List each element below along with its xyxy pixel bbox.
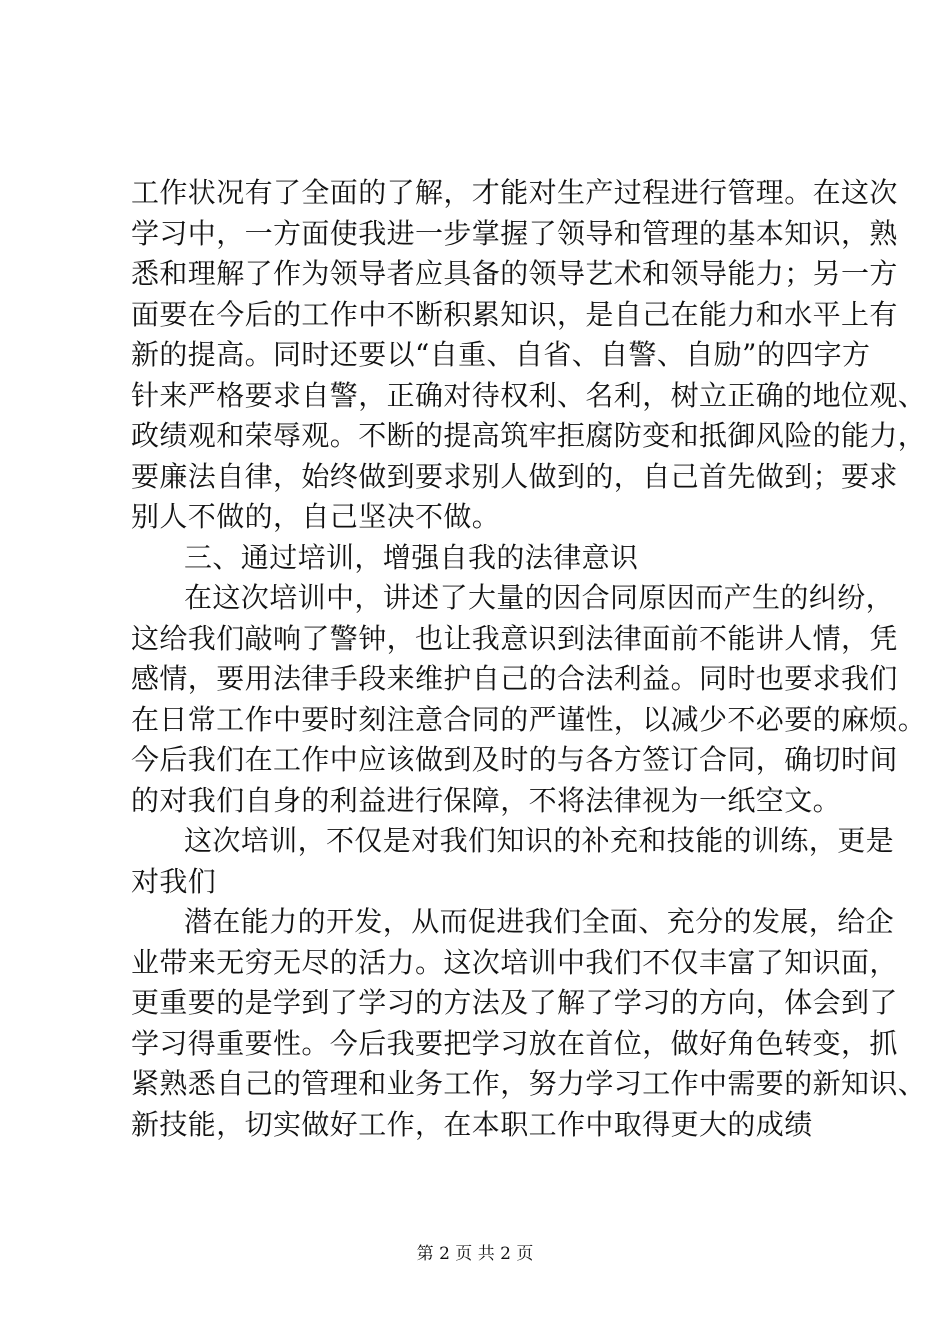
text-line: 感情，要用法律手段来维护自己的合法利益。同时也要求我们 bbox=[131, 662, 898, 695]
text-line: 在日常工作中要时刻注意合同的严谨性，以减少不必要的麻烦。 bbox=[131, 702, 927, 736]
text-line: 这次培训，不仅是对我们知识的补充和技能的训练，更是 bbox=[184, 824, 895, 857]
text-line: 工作状况有了全面的了解，才能对生产过程进行管理。在这次 bbox=[131, 176, 898, 209]
text-line: 在这次培训中，讲述了大量的因合同原因而产生的纠纷， bbox=[184, 581, 895, 614]
text-line: 悉和理解了作为领导者应具备的领导艺术和领导能力；另一方 bbox=[131, 257, 898, 290]
text-line: 别人不做的，自己坚决不做。 bbox=[131, 500, 501, 533]
text-line: 面要在今后的工作中不断积累知识，是自己在能力和水平上有 bbox=[131, 297, 898, 331]
text-line: 潜在能力的开发，从而促进我们全面、充分的发展，给企 bbox=[184, 905, 895, 938]
text-line: 对我们 bbox=[131, 864, 217, 898]
text-line: 今后我们在工作中应该做到及时的与各方签订合同，确切时间 bbox=[131, 743, 898, 776]
text-line: 新的提高。同时还要以“自重、自省、自警、自励”的四字方 bbox=[131, 338, 871, 371]
text-line: 政绩观和荣辱观。不断的提高筑牢拒腐防变和抵御风险的能力， bbox=[131, 419, 927, 452]
text-line: 这给我们敲响了警钟，也让我意识到法律面前不能讲人情，凭 bbox=[131, 621, 898, 655]
text-line: 业带来无穷无尽的活力。这次培训中我们不仅丰富了知识面， bbox=[131, 945, 898, 979]
text-line: 更重要的是学到了学习的方法及了解了学习的方向，体会到了 bbox=[131, 986, 898, 1019]
page-number-footer: 第 2 页 共 2 页 bbox=[416, 1244, 534, 1264]
text-line: 新技能，切实做好工作，在本职工作中取得更大的成绩 bbox=[131, 1107, 813, 1141]
text-line: 学习中，一方面使我进一步掌握了领导和管理的基本知识，熟 bbox=[131, 216, 898, 250]
text-line: 的对我们自身的利益进行保障，不将法律视为一纸空文。 bbox=[131, 783, 842, 817]
text-line: 要廉法自律，始终做到要求别人做到的，自己首先做到；要求 bbox=[131, 459, 898, 493]
document-body bbox=[131, 173, 927, 1145]
text-line: 学习得重要性。今后我要把学习放在首位，做好角色转变，抓 bbox=[131, 1026, 898, 1060]
text-line: 三、通过培训，增强自我的法律意识 bbox=[184, 540, 639, 574]
text-line: 紧熟悉自己的管理和业务工作，努力学习工作中需要的新知识、 bbox=[131, 1067, 927, 1100]
text-line: 针来严格要求自警，正确对待权利、名利，树立正确的地位观、 bbox=[131, 378, 927, 412]
